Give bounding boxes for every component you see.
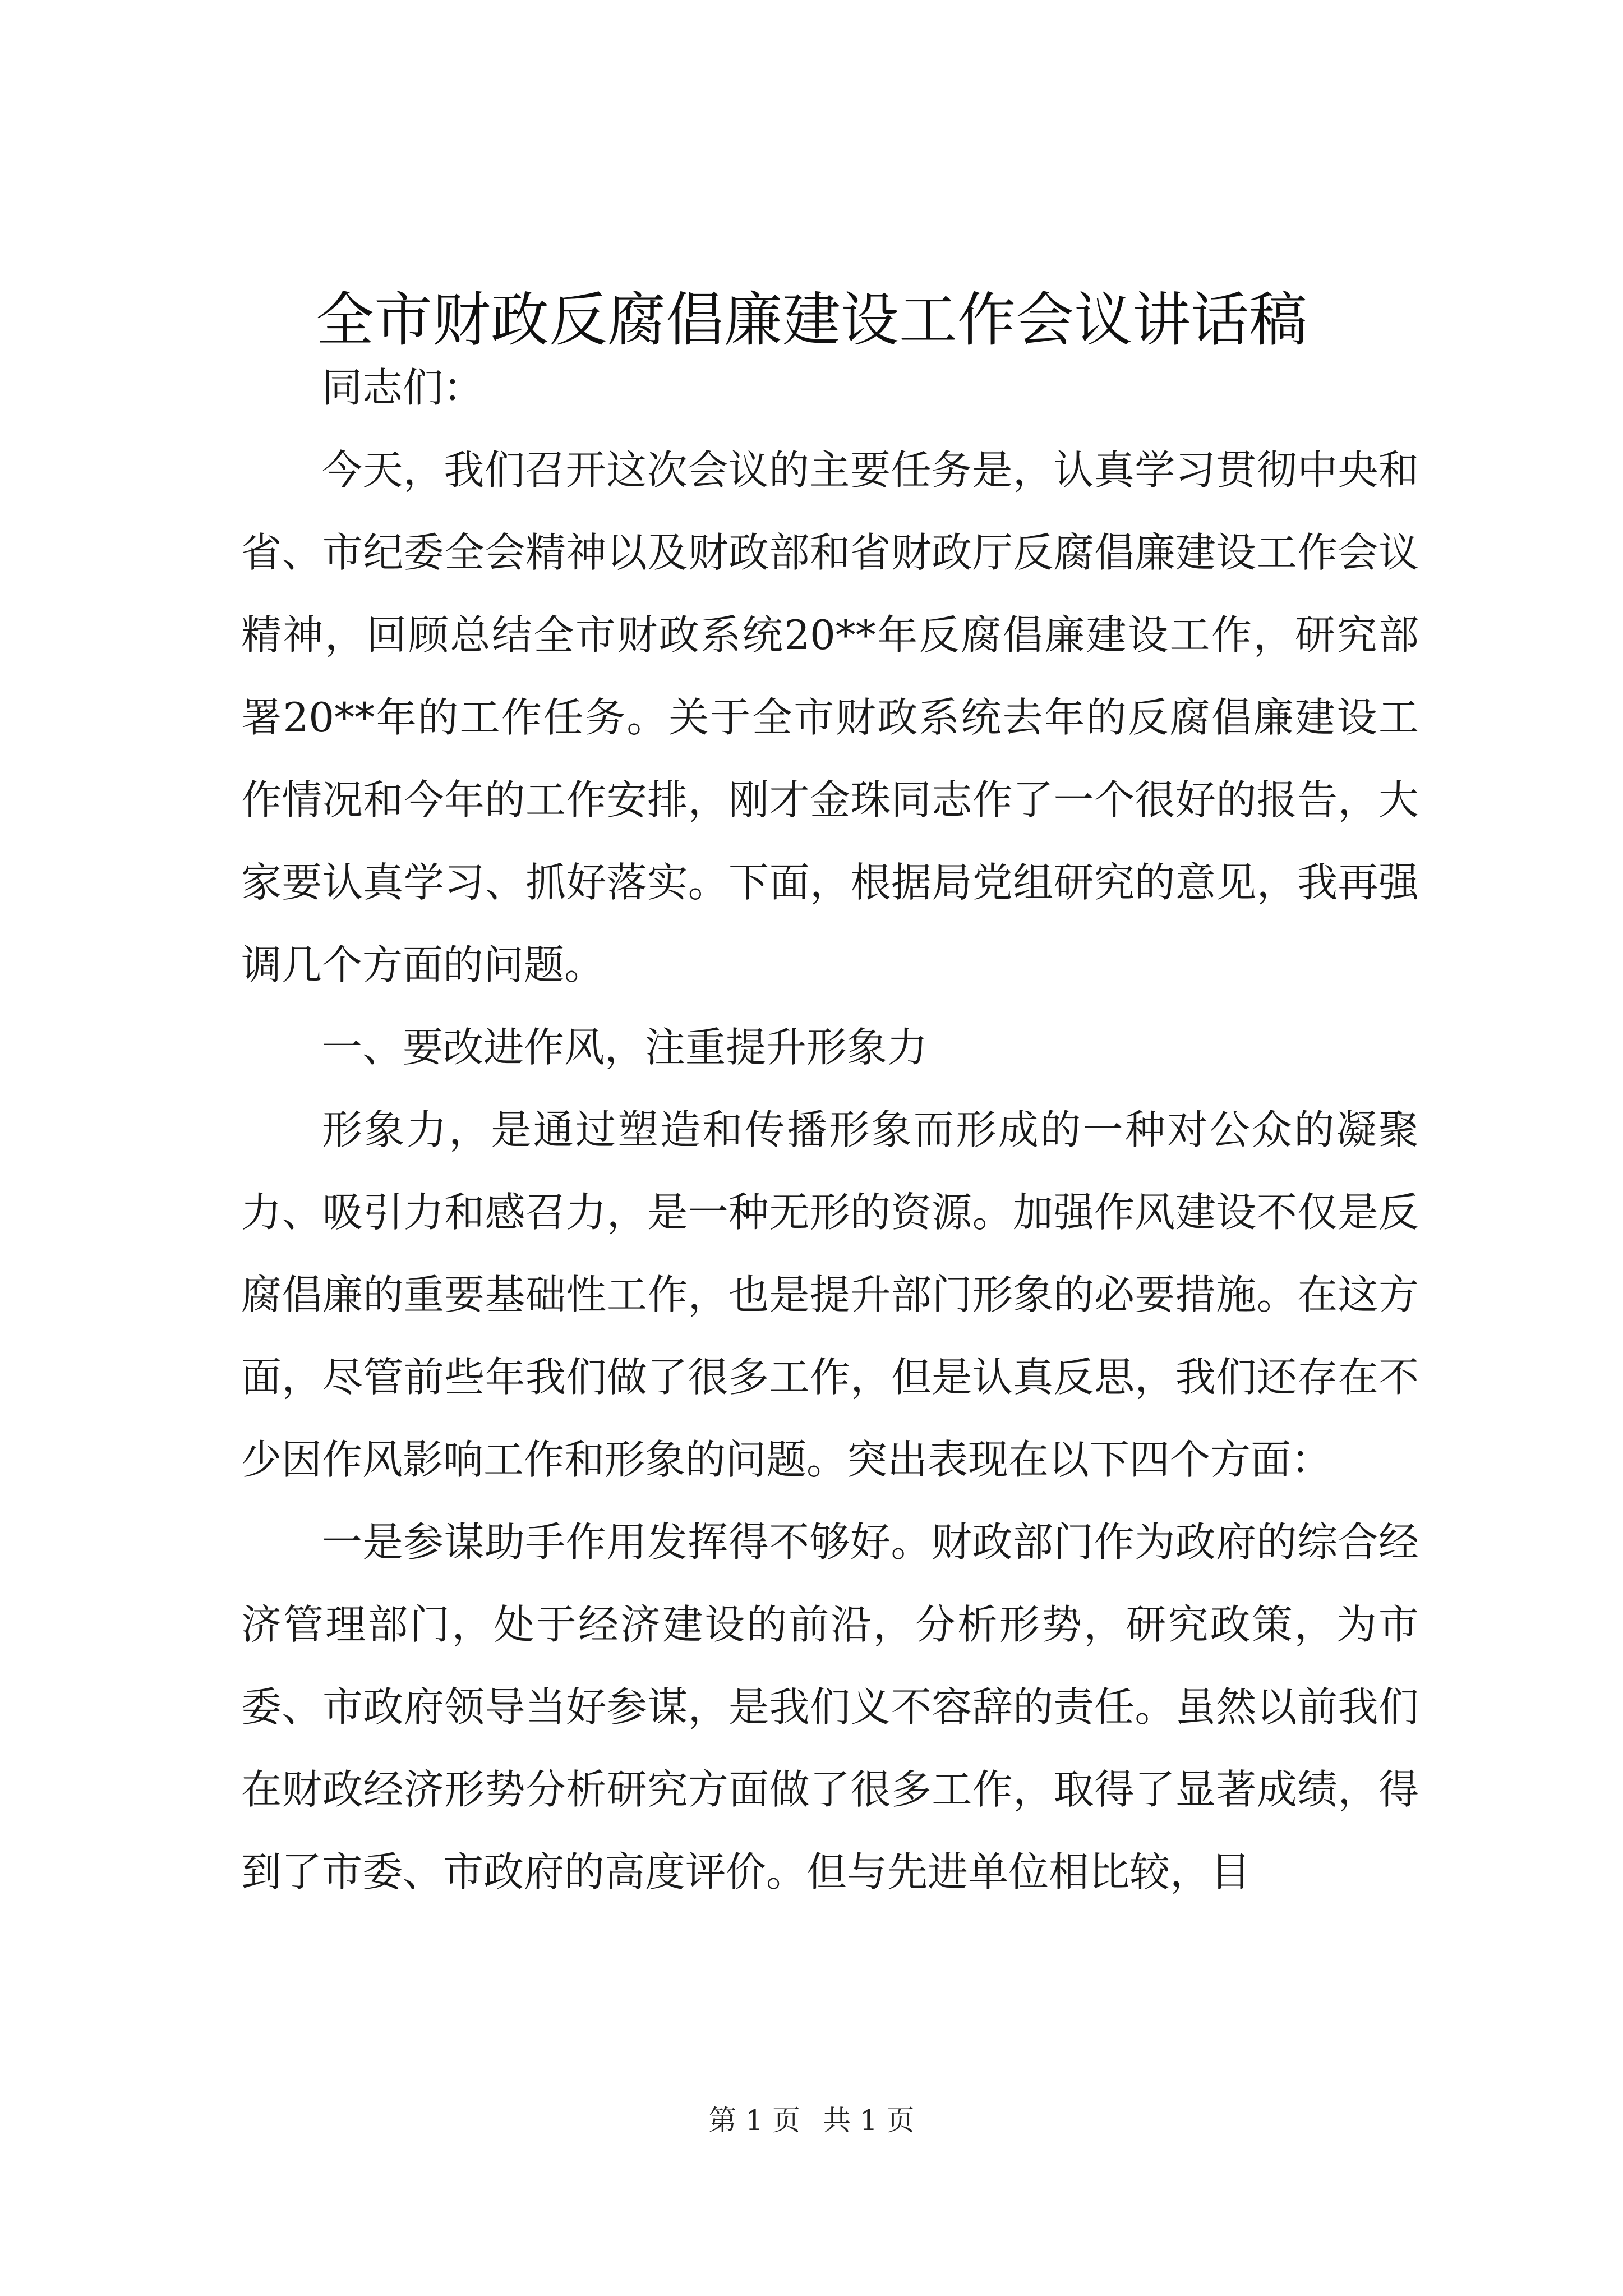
body-paragraph: 形象力，是通过塑造和传播形象而形成的一种对公众的凝聚力、吸引力和感召力，是一种无形的资源。加强作风建设不仅是反腐倡廉的重要基础性工作，也是提升部门形象的必要措施。在这方面，尽管前些年我们做了很多工作，但是认真反思，我们还存在不少因作风影响工作和形象的问题。突出表现在以下四个方面： [241, 1106, 1419, 1483]
body-paragraph: 一是参谋助手作用发挥得不够好。财政部门作为政府的综合经济管理部门，处于经济建设的前沿，分析形势，研究政策，为市委、市政府领导当好参谋，是我们义不容辞的责任。虽然以前我们在财政经济形势分析研究方面做了很多工作，取得了显著成绩，得到了市委、市政府的高度评价。但与先进单位相比较，目 [241, 1519, 1419, 1895]
document-title: 全市财政反腐倡廉建设工作会议讲话稿 [315, 286, 1307, 354]
page-footer [0, 2101, 1623, 2140]
section-heading: 一、要改进作风，注重提升形象力 [322, 1024, 928, 1071]
document-body [241, 347, 1419, 1913]
page-number: 第 1 页 [708, 2104, 800, 2137]
salutation-paragraph: 同志们： [322, 364, 484, 411]
page-total: 共 1 页 [823, 2104, 915, 2137]
body-paragraph: 今天，我们召开这次会议的主要任务是，认真学习贯彻中央和省、市纪委全会精神以及财政部和省财政厅反腐倡廉建设工作会议精神，回顾总结全市财政系统20**年反腐倡廉建设工作，研究部署20**年的工作任务。关于全市财政系统去年的反腐倡廉建设工作情况和今年的工作安排，刚才金珠同志作了一个很好的报告，大家要认真学习、抓好落实。下面，根据局党组研究的意见，我再强调几个方面的问题。 [241, 447, 1419, 988]
